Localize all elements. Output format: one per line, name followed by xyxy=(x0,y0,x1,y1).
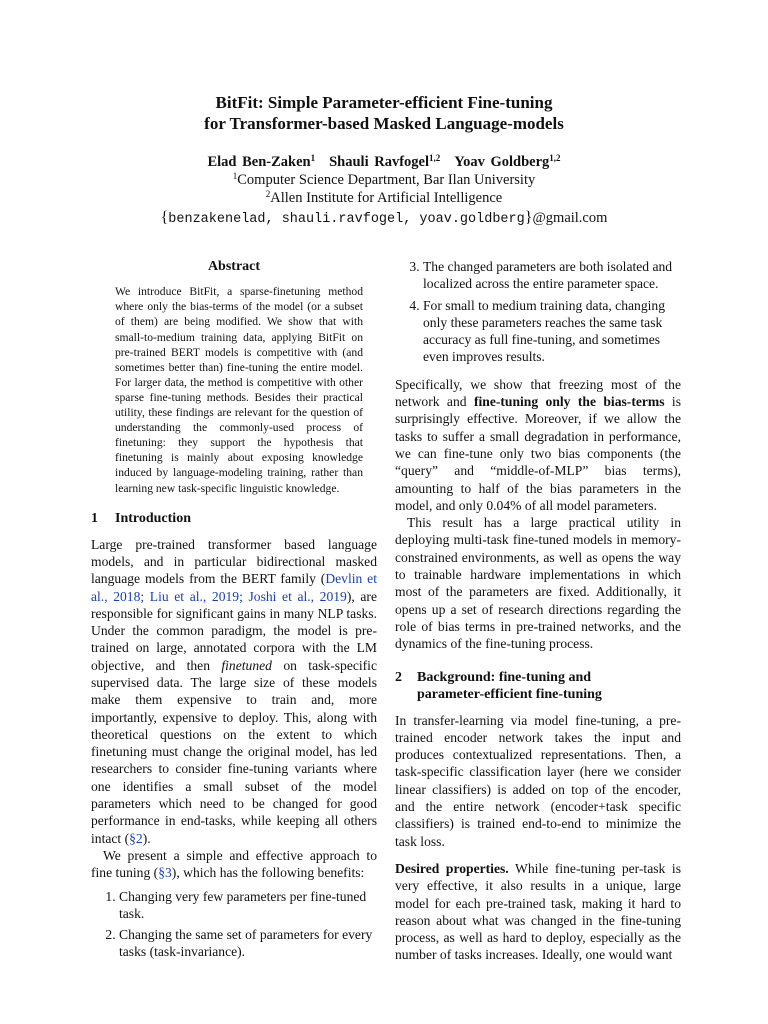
intro-p1-part-a: Large pre-trained transformer based language models, and in particular bidirectional masked language models from the BERT family ( xyxy=(91,536,377,587)
intro-p3-bold: fine-tuning only the bias-terms xyxy=(473,394,665,410)
email-usernames: benzakenelad, shauli.ravfogel, yoav.goldberg xyxy=(168,212,525,227)
list-item: 4. For small to medium training data, changing only these parameters reaches the same task accuracy as full fine-tuning, and sometimes even improves results. xyxy=(423,297,681,366)
author-block xyxy=(0,153,768,229)
citation-separator: ; xyxy=(140,588,150,604)
benefits-list-continued xyxy=(395,258,681,366)
background-paragraph-1: In transfer-learning via model fine-tuning, a pre-trained encoder network takes the input and produces contextualized representations. Then, a task-specific classification layer (here we consider linear classifiers) is added on top of the encoder, and the entire network (encoder+task specific classifiers) is trained end-to-end to minimize the task loss. xyxy=(395,712,681,849)
paper-title xyxy=(0,92,768,134)
list-item: 3. The changed parameters are both isolated and localized across the entire parameter space. xyxy=(423,258,681,293)
affiliation-2 xyxy=(0,189,768,207)
affiliation-1 xyxy=(0,171,768,189)
affiliation-2-marker: 2 xyxy=(265,189,271,199)
abstract-heading: Abstract xyxy=(207,259,261,274)
intro-paragraph-4: This result has a large practical utility in deploying multi-task fine-tuned models in memory-constrained environments, as well as opens the way to trainable hardware implementations in which most of the parameters are fixed. Additionally, it opens up a set of research directions regarding the role of bias terms in pre-trained networks, and the dynamics of the fine-tuning process. xyxy=(395,515,681,652)
intro-p3-part-a: Specifically, we show that freezing most of the network and xyxy=(395,376,681,410)
intro-paragraph-1 xyxy=(91,536,377,847)
background-paragraph-2 xyxy=(395,860,681,964)
intro-p1-part-c: on task-specific supervised data. The large size of these models make them expensive to train and, more importantly, expensive to deploy. This, along with theoretical questions on the extent to which finetuning must change the original model, has led researchers to consider fine-tuning variants where one identifies a small subset of the model parameters which need to be changed for good performance in end-tasks, while keeping all others intact ( xyxy=(91,657,377,846)
intro-paragraph-3 xyxy=(395,376,681,514)
section-1-number: 1 xyxy=(91,510,98,526)
section-2-heading xyxy=(395,669,681,703)
section-ref-2[interactable]: §2 xyxy=(129,830,143,846)
author-3: Yoav Goldberg xyxy=(454,154,550,170)
benefits-list xyxy=(91,888,377,961)
list-item: 2. Changing the same set of parameters for every tasks (task-invariance). xyxy=(119,926,377,961)
left-column xyxy=(91,258,377,965)
title-line-1: BitFit: Simple Parameter-efficient Fine-tuning xyxy=(215,93,553,112)
citation-separator: ; xyxy=(239,588,249,604)
background-p2-text: While fine-tuning per-task is very effective, it also results in a unique, large model for each pre-trained task, making it hard to reason about what was changed in the fine-tuning process, as well as hard to deploy, especially as the number of tasks increases. Ideally, one would want xyxy=(395,860,681,963)
intro-p1-part-d: ). xyxy=(142,830,151,846)
author-3-affil: 1,2 xyxy=(549,153,561,163)
intro-p2-part-b: ), which has the following benefits: xyxy=(171,865,365,881)
title-line-2: for Transformer-based Masked Language-models xyxy=(204,114,564,133)
author-emails: {benzakenelad, shauli.ravfogel, yoav.goldberg}@gmail.com xyxy=(160,209,608,227)
abstract-text: We introduce BitFit, a sparse-finetuning method where only the bias-terms of the model (or a subset of them) are being modified. We show that with small-to-medium training data, applying BitFit on pre-trained BERT models is competitive with (and sometimes better than) fine-tuning the entire model. For larger data, the method is competitive with other sparse fine-tuning methods. Besides their practical utility, these findings are relevant for the question of understanding the commonly-used process of finetuning: they support the hypothesis that finetuning is mainly about exposing knowledge induced by language-modeling training, rather than learning new task-specific linguistic knowledge. xyxy=(115,285,363,495)
author-2-affil: 1,2 xyxy=(428,153,441,163)
citation-joshi[interactable]: Joshi et al., 2019 xyxy=(248,588,347,604)
author-names xyxy=(0,153,768,171)
intro-p2-part-a: We present a simple and effective approach to fine tuning ( xyxy=(91,847,377,881)
affiliation-1-marker: 1 xyxy=(232,171,238,181)
author-1: Elad Ben-Zaken xyxy=(207,154,311,170)
intro-paragraph-2 xyxy=(91,847,377,882)
section-ref-3[interactable]: §3 xyxy=(158,865,172,881)
intro-p1-emphasis: finetuned xyxy=(221,657,272,673)
affiliation-2-text: Allen Institute for Artificial Intelligence xyxy=(270,190,503,206)
section-2-number: 2 xyxy=(395,669,402,685)
citation-devlin[interactable]: Devlin et al., 2018 xyxy=(91,571,377,604)
right-column xyxy=(395,258,681,964)
section-1-heading xyxy=(91,510,377,527)
paragraph-heading-desired-properties: Desired properties. xyxy=(395,860,509,876)
email-domain: @gmail.com xyxy=(532,210,608,226)
section-1-title: Introduction xyxy=(115,510,191,526)
section-2-title xyxy=(417,669,602,703)
citation-liu[interactable]: Liu et al., 2019 xyxy=(149,588,240,604)
author-2: Shauli Ravfogel xyxy=(329,154,429,170)
affiliation-1-text: Computer Science Department, Bar Ilan University xyxy=(237,172,536,188)
section-2-title-line-1: Background: fine-tuning and xyxy=(417,669,592,685)
section-2-title-line-2: parameter-efficient fine-tuning xyxy=(417,686,602,702)
intro-p1-part-b: ), are responsible for significant gains in many NLP tasks. Under the common paradigm, the model is pre-trained on large, annotated corpora with the LM objective, and then xyxy=(91,588,377,673)
intro-p3-part-b: is surprisingly effective. Moreover, if we allow the tasks to suffer a small degradation in performance, we can fine-tune only two bias components (the “query” and “middle-of-MLP” bias terms), amounting to half of the bias parameters in the model, and only 0.04% of all model parameters. xyxy=(395,394,681,513)
list-item: 1. Changing very few parameters per fine-tuned task. xyxy=(119,888,377,923)
author-1-affil: 1 xyxy=(310,153,316,163)
